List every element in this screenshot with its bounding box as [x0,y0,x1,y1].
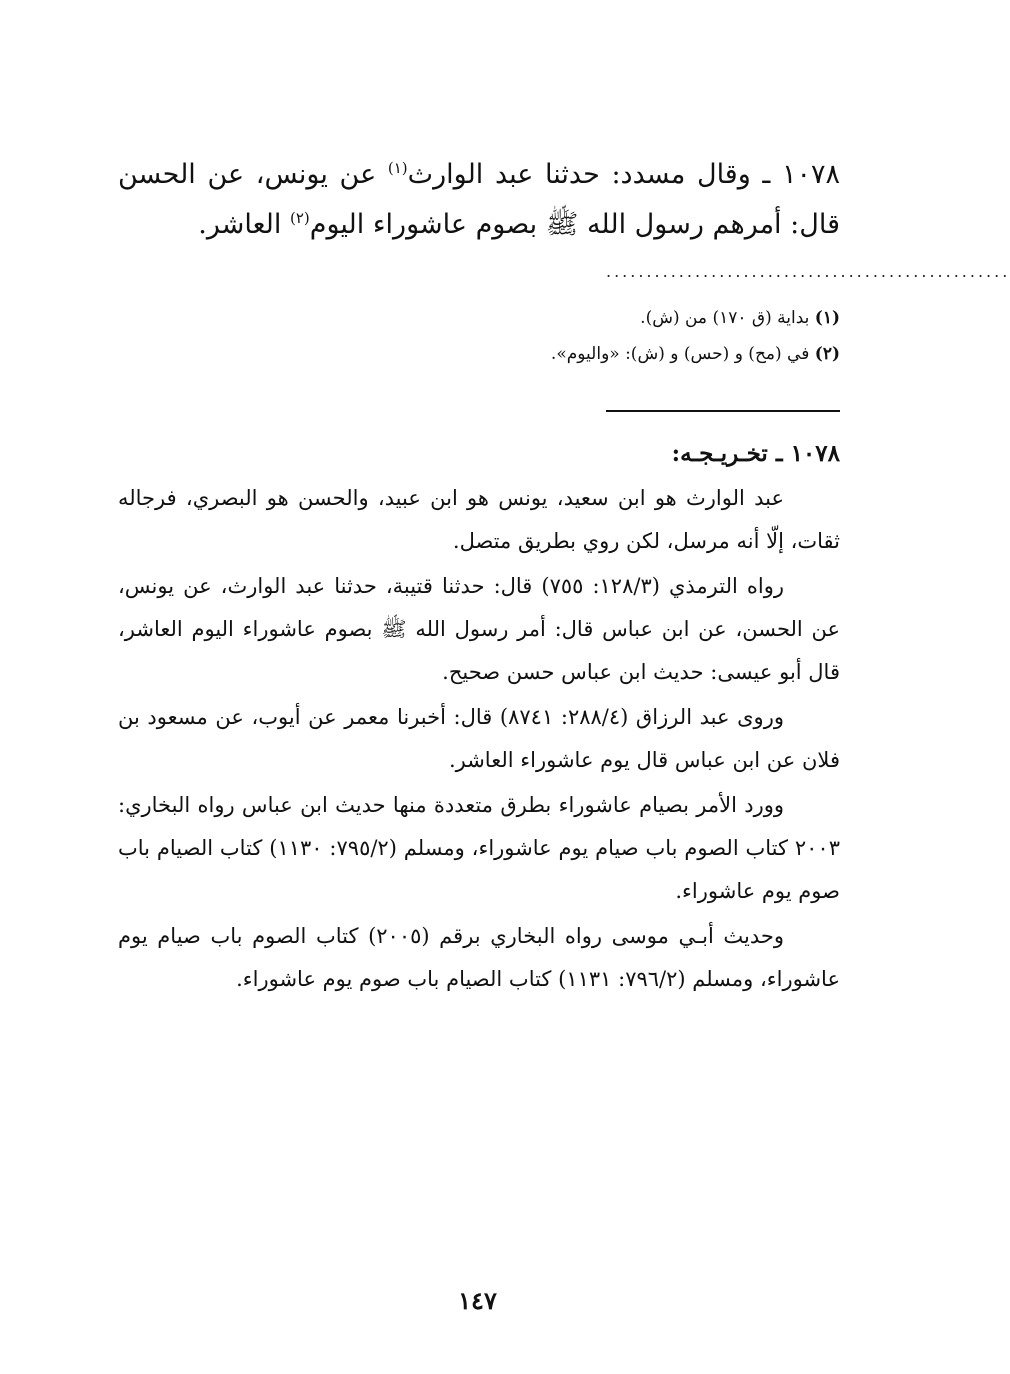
takhrij-paragraph: وحديث أبـي موسى رواه البخاري برقم (٢٠٠٥) كتاب الصوم باب صيام يوم عاشوراء، ومسلم (٧٩٦/٢: ١١٣١) كتاب الصيام باب صوم يوم عاشوراء. [118,924,840,991]
hadith-part-3: العاشر. [198,209,290,240]
footnote-marker-2: (٢) [289,209,310,227]
takhrij-section [118,432,840,1003]
footnote-number: (١) [814,308,840,328]
page-number: ١٤٧ [458,1286,497,1315]
takhrij-paragraph: عبد الوارث هو ابن سعيد، يونس هو ابن عبيد، والحسن هو البصري، فرجاله ثقات، إلّا أنه مرسل، لكن روي بطريق متصل. [118,486,840,553]
footnote-marker-1: (١) [387,159,408,177]
takhrij-paragraph: رواه الترمذي (١٢٨/٣: ٧٥٥) قال: حدثنا قتيبة، حدثنا عبد الوارث، عن يونس، عن الحسن، عن ابن عباس قال: أمر رسول الله ﷺ بصوم عاشوراء اليوم العاشر، قال أبو عيسى: حديث ابن عباس حسن صحيح. [118,574,840,684]
footnote-item [300,300,840,336]
footnote-text: في (مح) و (حس) و (ش): «واليوم». [550,344,810,364]
footnote-number: (٢) [814,344,840,364]
takhrij-paragraph: وروى عبد الرزاق (٢٨٨/٤: ٨٧٤١) قال: أخبرنا معمر عن أيوب، عن مسعود بن فلان عن ابن عباس قال يوم عاشوراء العاشر. [118,705,840,772]
footnote-dotted-separator: .................................................. [606,262,1010,281]
takhrij-paragraph: وورد الأمر بصيام عاشوراء بطرق متعددة منها حديث ابن عباس رواه البخاري: ٢٠٠٣ كتاب الصوم باب صيام يوم عاشوراء، ومسلم (٧٩٥/٢: ١١٣٠) كتاب الصيام باب صوم يوم عاشوراء. [118,793,840,903]
section-divider [606,410,840,412]
footnote-item [300,336,840,372]
hadith-part-1: ١٠٧٨ ـ وقال مسدد: حدثنا عبد الوارث [407,159,840,190]
hadith-text [118,150,840,250]
takhrij-heading: ١٠٧٨ ـ تخـريـجـه: [671,440,840,467]
footnote-text: بداية (ق ١٧٠) من (ش). [640,308,810,328]
hadith-part-2: عن يونس، عن الحسن قال: أمرهم رسول الله ﷺ بصوم عاشوراء اليوم [118,159,840,240]
footnotes [300,300,840,372]
